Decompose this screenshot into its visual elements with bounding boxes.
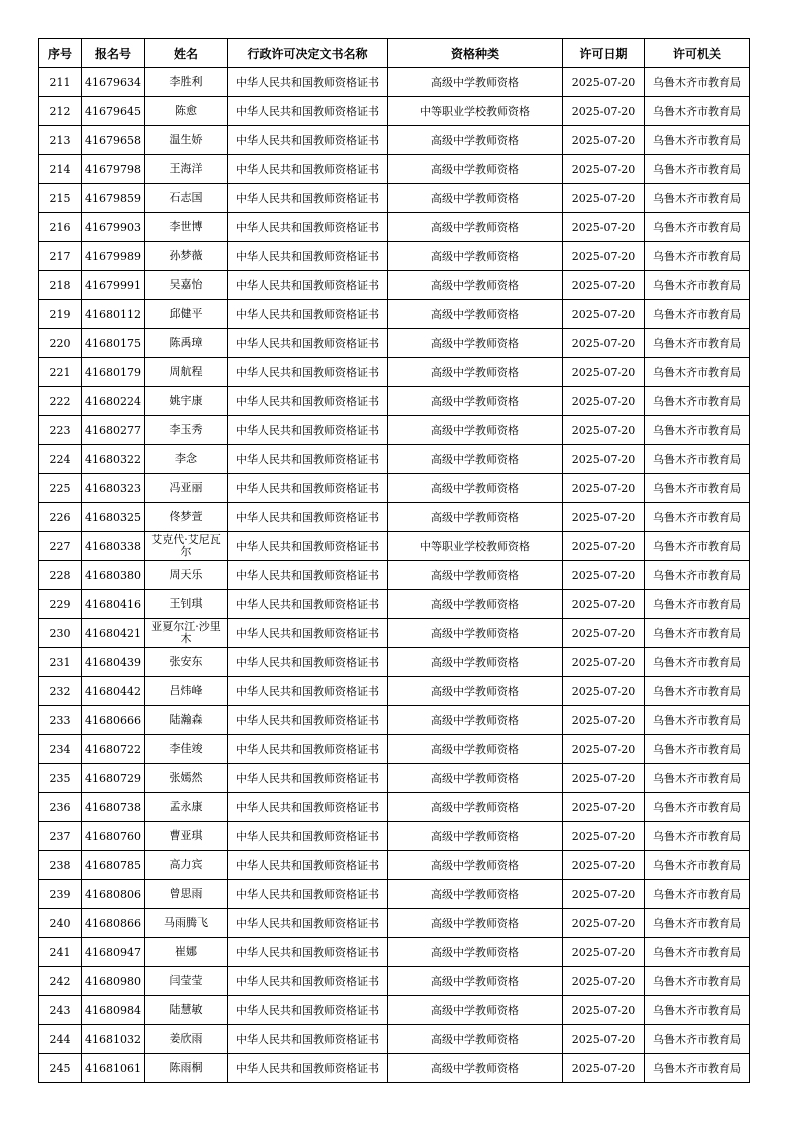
document-name: 中华人民共和国教师资格证书 [228,1025,388,1054]
license-authority: 乌鲁木齐市教育局 [645,590,750,619]
registration-no: 41680380 [82,561,145,590]
applicant-name: 李胜利 [145,68,228,97]
qualification-type: 高级中学教师资格 [388,764,563,793]
row-index: 239 [39,880,82,909]
table-row [39,909,750,938]
applicant-name: 周航程 [145,358,228,387]
license-date: 2025-07-20 [563,648,645,677]
header-name: 姓名 [145,39,228,68]
license-date: 2025-07-20 [563,271,645,300]
row-index: 231 [39,648,82,677]
table-row [39,387,750,416]
document-name: 中华人民共和国教师资格证书 [228,68,388,97]
qualification-type: 高级中学教师资格 [388,1025,563,1054]
qualification-type: 中等职业学校教师资格 [388,97,563,126]
license-authority: 乌鲁木齐市教育局 [645,329,750,358]
row-index: 245 [39,1054,82,1083]
applicant-name: 佟梦萱 [145,503,228,532]
license-authority: 乌鲁木齐市教育局 [645,764,750,793]
header-document-name: 行政许可决定文书名称 [228,39,388,68]
license-date: 2025-07-20 [563,68,645,97]
row-index: 222 [39,387,82,416]
table-row [39,619,750,648]
license-date: 2025-07-20 [563,300,645,329]
registration-no: 41680806 [82,880,145,909]
row-index: 221 [39,358,82,387]
table-row [39,851,750,880]
registration-no: 41680325 [82,503,145,532]
row-index: 219 [39,300,82,329]
row-index: 228 [39,561,82,590]
license-date: 2025-07-20 [563,619,645,648]
license-date: 2025-07-20 [563,532,645,561]
document-name: 中华人民共和国教师资格证书 [228,503,388,532]
registration-no: 41679645 [82,97,145,126]
row-index: 235 [39,764,82,793]
registration-no: 41680866 [82,909,145,938]
registration-no: 41680729 [82,764,145,793]
table-row [39,68,750,97]
qualification-type: 高级中学教师资格 [388,68,563,97]
header-license-date: 许可日期 [563,39,645,68]
document-name: 中华人民共和国教师资格证书 [228,358,388,387]
table-row [39,213,750,242]
applicant-name: 石志国 [145,184,228,213]
applicant-name: 陈禹璋 [145,329,228,358]
license-date: 2025-07-20 [563,387,645,416]
license-date: 2025-07-20 [563,561,645,590]
registration-no: 41681032 [82,1025,145,1054]
applicant-name: 周天乐 [145,561,228,590]
row-index: 215 [39,184,82,213]
document-name: 中华人民共和国教师资格证书 [228,735,388,764]
registration-no: 41680224 [82,387,145,416]
document-name: 中华人民共和国教师资格证书 [228,793,388,822]
license-authority: 乌鲁木齐市教育局 [645,213,750,242]
qualification-type: 高级中学教师资格 [388,909,563,938]
certificate-table [38,38,750,1083]
registration-no: 41680947 [82,938,145,967]
license-authority: 乌鲁木齐市教育局 [645,416,750,445]
header-index: 序号 [39,39,82,68]
qualification-type: 高级中学教师资格 [388,822,563,851]
registration-no: 41680738 [82,793,145,822]
table-row [39,1054,750,1083]
table-row [39,793,750,822]
applicant-name: 姜欣雨 [145,1025,228,1054]
applicant-name: 孙梦薇 [145,242,228,271]
license-authority: 乌鲁木齐市教育局 [645,474,750,503]
qualification-type: 高级中学教师资格 [388,880,563,909]
license-authority: 乌鲁木齐市教育局 [645,793,750,822]
qualification-type: 高级中学教师资格 [388,329,563,358]
row-index: 218 [39,271,82,300]
document-name: 中华人民共和国教师资格证书 [228,677,388,706]
document-name: 中华人民共和国教师资格证书 [228,648,388,677]
table-row [39,967,750,996]
applicant-name: 吴嘉怡 [145,271,228,300]
table-row [39,532,750,561]
row-index: 220 [39,329,82,358]
applicant-name: 马雨腾飞 [145,909,228,938]
applicant-name: 李佳竣 [145,735,228,764]
applicant-name: 闫莹莹 [145,967,228,996]
license-date: 2025-07-20 [563,358,645,387]
row-index: 238 [39,851,82,880]
row-index: 241 [39,938,82,967]
document-name: 中华人民共和国教师资格证书 [228,822,388,851]
license-authority: 乌鲁木齐市教育局 [645,996,750,1025]
registration-no: 41680323 [82,474,145,503]
header-qualification-type: 资格种类 [388,39,563,68]
qualification-type: 高级中学教师资格 [388,1054,563,1083]
license-date: 2025-07-20 [563,996,645,1025]
license-date: 2025-07-20 [563,416,645,445]
license-date: 2025-07-20 [563,706,645,735]
qualification-type: 高级中学教师资格 [388,590,563,619]
document-name: 中华人民共和国教师资格证书 [228,938,388,967]
row-index: 243 [39,996,82,1025]
table-row [39,242,750,271]
license-date: 2025-07-20 [563,677,645,706]
row-index: 213 [39,126,82,155]
row-index: 225 [39,474,82,503]
table-row [39,126,750,155]
document-name: 中华人民共和国教师资格证书 [228,445,388,474]
license-authority: 乌鲁木齐市教育局 [645,822,750,851]
license-date: 2025-07-20 [563,329,645,358]
registration-no: 41679991 [82,271,145,300]
document-name: 中华人民共和国教师资格证书 [228,764,388,793]
table-row [39,445,750,474]
applicant-name: 吕炜峰 [145,677,228,706]
table-row [39,358,750,387]
row-index: 236 [39,793,82,822]
license-authority: 乌鲁木齐市教育局 [645,648,750,677]
applicant-name: 艾克代·艾尼瓦尔 [145,532,228,561]
license-authority: 乌鲁木齐市教育局 [645,1025,750,1054]
qualification-type: 高级中学教师资格 [388,735,563,764]
applicant-name: 陆慧敏 [145,996,228,1025]
registration-no: 41680338 [82,532,145,561]
row-index: 234 [39,735,82,764]
table-row [39,503,750,532]
license-date: 2025-07-20 [563,1054,645,1083]
license-authority: 乌鲁木齐市教育局 [645,242,750,271]
table-row [39,416,750,445]
document-name: 中华人民共和国教师资格证书 [228,271,388,300]
applicant-name: 冯亚丽 [145,474,228,503]
header-row [39,39,750,68]
qualification-type: 高级中学教师资格 [388,358,563,387]
table-row [39,97,750,126]
header-license-authority: 许可机关 [645,39,750,68]
license-date: 2025-07-20 [563,967,645,996]
document-name: 中华人民共和国教师资格证书 [228,851,388,880]
registration-no: 41680984 [82,996,145,1025]
row-index: 211 [39,68,82,97]
qualification-type: 高级中学教师资格 [388,996,563,1025]
license-authority: 乌鲁木齐市教育局 [645,967,750,996]
license-authority: 乌鲁木齐市教育局 [645,851,750,880]
license-authority: 乌鲁木齐市教育局 [645,300,750,329]
document-name: 中华人民共和国教师资格证书 [228,1054,388,1083]
registration-no: 41679634 [82,68,145,97]
registration-no: 41680760 [82,822,145,851]
document-name: 中华人民共和国教师资格证书 [228,561,388,590]
document-name: 中华人民共和国教师资格证书 [228,880,388,909]
qualification-type: 高级中学教师资格 [388,155,563,184]
applicant-name: 张安东 [145,648,228,677]
qualification-type: 高级中学教师资格 [388,851,563,880]
license-authority: 乌鲁木齐市教育局 [645,155,750,184]
qualification-type: 中等职业学校教师资格 [388,532,563,561]
registration-no: 41680785 [82,851,145,880]
table-row [39,706,750,735]
document-name: 中华人民共和国教师资格证书 [228,184,388,213]
license-date: 2025-07-20 [563,590,645,619]
table-row [39,735,750,764]
header-registration-no: 报名号 [82,39,145,68]
registration-no: 41679798 [82,155,145,184]
registration-no: 41680179 [82,358,145,387]
applicant-name: 王钊琪 [145,590,228,619]
table-row [39,764,750,793]
row-index: 237 [39,822,82,851]
document-name: 中华人民共和国教师资格证书 [228,213,388,242]
registration-no: 41681061 [82,1054,145,1083]
license-date: 2025-07-20 [563,474,645,503]
table-body [39,68,750,1083]
row-index: 232 [39,677,82,706]
document-name: 中华人民共和国教师资格证书 [228,996,388,1025]
applicant-name: 李念 [145,445,228,474]
document-name: 中华人民共和国教师资格证书 [228,706,388,735]
applicant-name: 孟永康 [145,793,228,822]
registration-no: 41680416 [82,590,145,619]
applicant-name: 陈愈 [145,97,228,126]
row-index: 242 [39,967,82,996]
license-authority: 乌鲁木齐市教育局 [645,126,750,155]
qualification-type: 高级中学教师资格 [388,677,563,706]
qualification-type: 高级中学教师资格 [388,967,563,996]
registration-no: 41679903 [82,213,145,242]
row-index: 240 [39,909,82,938]
qualification-type: 高级中学教师资格 [388,300,563,329]
table-row [39,938,750,967]
row-index: 244 [39,1025,82,1054]
registration-no: 41680666 [82,706,145,735]
license-authority: 乌鲁木齐市教育局 [645,561,750,590]
row-index: 223 [39,416,82,445]
qualification-type: 高级中学教师资格 [388,126,563,155]
applicant-name: 曾思雨 [145,880,228,909]
row-index: 214 [39,155,82,184]
table-row [39,648,750,677]
license-date: 2025-07-20 [563,880,645,909]
license-date: 2025-07-20 [563,793,645,822]
applicant-name: 李世博 [145,213,228,242]
license-date: 2025-07-20 [563,242,645,271]
license-authority: 乌鲁木齐市教育局 [645,387,750,416]
registration-no: 41679859 [82,184,145,213]
qualification-type: 高级中学教师资格 [388,793,563,822]
license-authority: 乌鲁木齐市教育局 [645,97,750,126]
registration-no: 41680421 [82,619,145,648]
row-index: 226 [39,503,82,532]
applicant-name: 高力宾 [145,851,228,880]
document-name: 中华人民共和国教师资格证书 [228,474,388,503]
registration-no: 41680439 [82,648,145,677]
qualification-type: 高级中学教师资格 [388,184,563,213]
document-name: 中华人民共和国教师资格证书 [228,329,388,358]
qualification-type: 高级中学教师资格 [388,706,563,735]
license-date: 2025-07-20 [563,97,645,126]
license-authority: 乌鲁木齐市教育局 [645,938,750,967]
qualification-type: 高级中学教师资格 [388,213,563,242]
registration-no: 41680112 [82,300,145,329]
license-authority: 乌鲁木齐市教育局 [645,271,750,300]
registration-no: 41680322 [82,445,145,474]
table-row [39,561,750,590]
applicant-name: 张嫣然 [145,764,228,793]
document-name: 中华人民共和国教师资格证书 [228,590,388,619]
document-name: 中华人民共和国教师资格证书 [228,532,388,561]
applicant-name: 陈雨桐 [145,1054,228,1083]
license-authority: 乌鲁木齐市教育局 [645,358,750,387]
registration-no: 41680175 [82,329,145,358]
qualification-type: 高级中学教师资格 [388,242,563,271]
table-row [39,474,750,503]
document-name: 中华人民共和国教师资格证书 [228,97,388,126]
qualification-type: 高级中学教师资格 [388,503,563,532]
row-index: 227 [39,532,82,561]
license-date: 2025-07-20 [563,909,645,938]
license-authority: 乌鲁木齐市教育局 [645,909,750,938]
registration-no: 41680277 [82,416,145,445]
license-authority: 乌鲁木齐市教育局 [645,735,750,764]
license-date: 2025-07-20 [563,735,645,764]
row-index: 229 [39,590,82,619]
table-row [39,590,750,619]
applicant-name: 温生娇 [145,126,228,155]
applicant-name: 陆瀚森 [145,706,228,735]
row-index: 212 [39,97,82,126]
document-name: 中华人民共和国教师资格证书 [228,967,388,996]
license-authority: 乌鲁木齐市教育局 [645,68,750,97]
qualification-type: 高级中学教师资格 [388,445,563,474]
license-authority: 乌鲁木齐市教育局 [645,532,750,561]
license-authority: 乌鲁木齐市教育局 [645,706,750,735]
applicant-name: 崔娜 [145,938,228,967]
table-row [39,996,750,1025]
registration-no: 41679989 [82,242,145,271]
registration-no: 41680442 [82,677,145,706]
table-row [39,300,750,329]
document-name: 中华人民共和国教师资格证书 [228,416,388,445]
applicant-name: 姚宇康 [145,387,228,416]
row-index: 217 [39,242,82,271]
row-index: 230 [39,619,82,648]
applicant-name: 王海洋 [145,155,228,184]
qualification-type: 高级中学教师资格 [388,416,563,445]
license-authority: 乌鲁木齐市教育局 [645,445,750,474]
table-row [39,155,750,184]
license-date: 2025-07-20 [563,851,645,880]
license-date: 2025-07-20 [563,938,645,967]
document-name: 中华人民共和国教师资格证书 [228,619,388,648]
document-name: 中华人民共和国教师资格证书 [228,126,388,155]
license-authority: 乌鲁木齐市教育局 [645,1054,750,1083]
license-authority: 乌鲁木齐市教育局 [645,184,750,213]
applicant-name: 亚夏尔江·沙里木 [145,619,228,648]
row-index: 233 [39,706,82,735]
table-row [39,822,750,851]
license-date: 2025-07-20 [563,184,645,213]
table-row [39,184,750,213]
license-date: 2025-07-20 [563,822,645,851]
document-name: 中华人民共和国教师资格证书 [228,242,388,271]
document-name: 中华人民共和国教师资格证书 [228,387,388,416]
license-authority: 乌鲁木齐市教育局 [645,619,750,648]
qualification-type: 高级中学教师资格 [388,474,563,503]
license-date: 2025-07-20 [563,503,645,532]
qualification-type: 高级中学教师资格 [388,387,563,416]
applicant-name: 邱健平 [145,300,228,329]
document-name: 中华人民共和国教师资格证书 [228,155,388,184]
license-authority: 乌鲁木齐市教育局 [645,880,750,909]
license-authority: 乌鲁木齐市教育局 [645,503,750,532]
registration-no: 41680980 [82,967,145,996]
registration-no: 41680722 [82,735,145,764]
license-date: 2025-07-20 [563,213,645,242]
document-name: 中华人民共和国教师资格证书 [228,300,388,329]
license-date: 2025-07-20 [563,126,645,155]
row-index: 216 [39,213,82,242]
document-name: 中华人民共和国教师资格证书 [228,909,388,938]
table-row [39,677,750,706]
qualification-type: 高级中学教师资格 [388,271,563,300]
license-authority: 乌鲁木齐市教育局 [645,677,750,706]
table-row [39,271,750,300]
license-date: 2025-07-20 [563,1025,645,1054]
qualification-type: 高级中学教师资格 [388,561,563,590]
registration-no: 41679658 [82,126,145,155]
table-row [39,880,750,909]
qualification-type: 高级中学教师资格 [388,648,563,677]
qualification-type: 高级中学教师资格 [388,938,563,967]
license-date: 2025-07-20 [563,155,645,184]
row-index: 224 [39,445,82,474]
applicant-name: 曹亚琪 [145,822,228,851]
license-date: 2025-07-20 [563,445,645,474]
qualification-type: 高级中学教师资格 [388,619,563,648]
applicant-name: 李玉秀 [145,416,228,445]
license-date: 2025-07-20 [563,764,645,793]
table-row [39,329,750,358]
table-row [39,1025,750,1054]
